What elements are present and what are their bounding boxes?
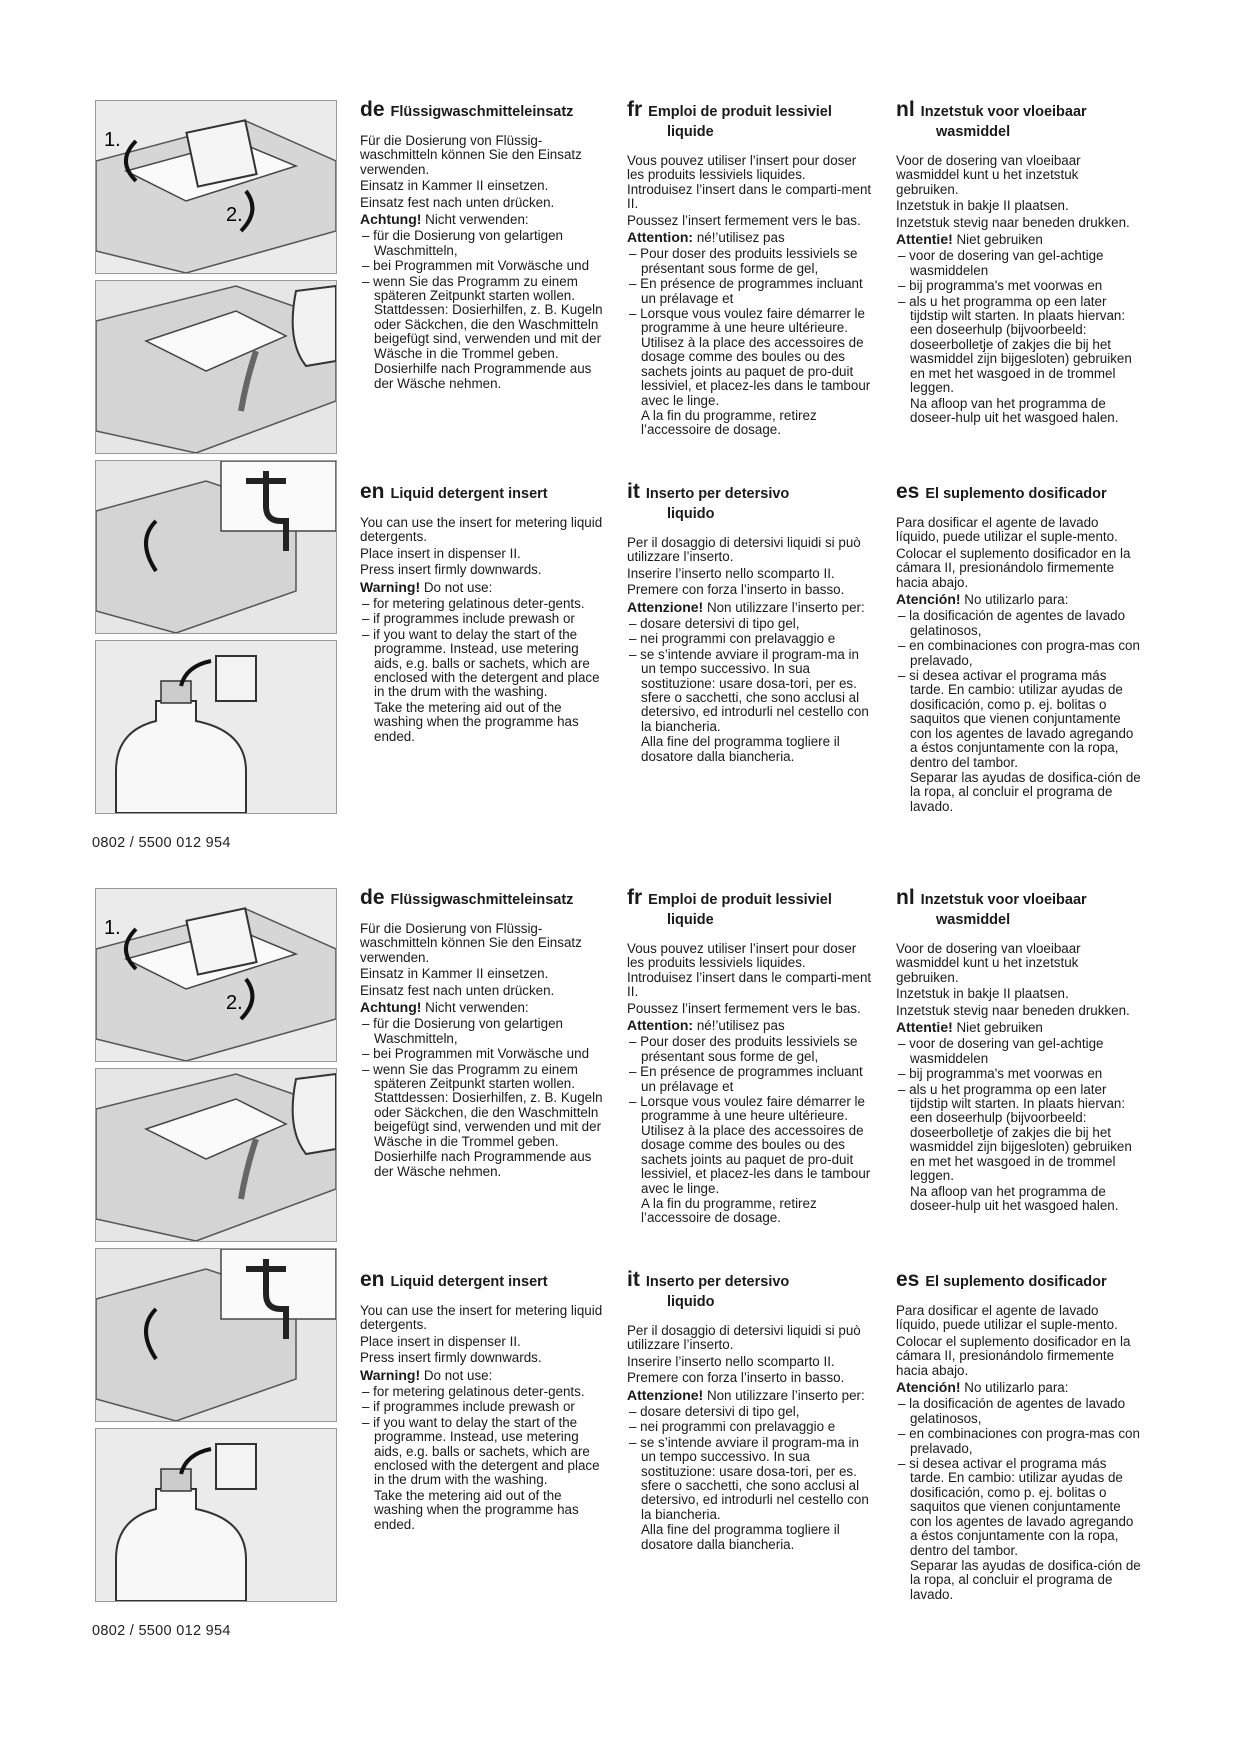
section-de [360,888,605,1180]
list-item: – nei programmi con prelavaggio e [627,632,872,646]
after-note: Dosierhilfe nach Programmende aus der Wäsche nehmen. [374,1149,592,1179]
list-item: – wenn Sie das Programm zu einem späteren Zeitpunkt starten wollen. Stattdessen: Dosierhilfen, z. B. Kugeln oder Säckchen, die den Waschmitteln beigefügt sind, verwenden und mit der Wäsche in die Trommel geben. [360,275,605,361]
para: Para dosificar el agente de lavado líquido, puede utilizar el suple-mento. [896,1303,1118,1333]
illustration-detergent-bottle [95,1428,337,1602]
para: Per il dosaggio di detersivi liquidi si può utilizzare l’inserto. [627,1323,861,1353]
para: Inzetstuk stevig naar beneden drukken. [896,1002,1130,1018]
section-nl [896,888,1141,1214]
list-item: – für die Dosierung von gelartigen Waschmitteln, [360,1017,605,1046]
warning-list [360,229,605,361]
step-1-label: 1. [104,917,121,939]
list-item: – En présence de programmes incluant un prélavage et [627,277,872,306]
warning-list [627,1405,872,1522]
after-note: Alla fine del programma togliere il dosatore dalla biancheria. [641,1522,840,1552]
warning-list [627,247,872,407]
section-de [360,100,605,392]
list-item: – Lorsque vous voulez faire démarrer le programme à une heure ultérieure. Utilisez à la place des accessoires de dosage comme des boules ou des sachets joints au paquet de pro-duit lessiviel, et placez-les dans le tambour avec le linge. [627,307,872,408]
list-item: – Lorsque vous voulez faire démarrer le programme à une heure ultérieure. Utilisez à la place des accessoires de dosage comme des boules ou des sachets joints au paquet de pro-duit lessiviel, et placez-les dans le tambour avec le linge. [627,1095,872,1196]
para: Einsatz in Kammer II einsetzen. [360,966,549,982]
section-fr [627,100,872,439]
section-es [896,1270,1141,1603]
list-item: – si desea activar el programa más tarde. En cambio: utilizar ayudas de dosificación, como p. ej. bolitas o saquitos que vienen conjuntamente con los agentes de lavado agregando a éstos conjuntamente con la ropa, dentro del tambor. [896,669,1141,770]
step-2-label: 2. [226,992,243,1014]
list-item: – en combinaciones con progra-mas con prelavado, [896,639,1141,668]
para: Colocar el suplemento dosificador en la cámara II, presionándolo firmemente hacia abajo. [896,1333,1131,1378]
section-it [627,482,872,765]
section-nl [896,100,1141,426]
para: Inzetstuk in bakje II plaatsen. [896,198,1069,214]
section-heading: en Liquid detergent insert [360,480,548,503]
list-item: – en combinaciones con progra-mas con prelavado, [896,1427,1141,1456]
after-note: Na afloop van het programma de doseer-hulp uit het wasgoed halen. [910,395,1119,425]
list-item: – dosare detersivi di tipo gel, [627,617,872,631]
para: Press insert firmly downwards. [360,562,542,578]
warning-list [627,617,872,734]
section-fr [627,888,872,1227]
para: Für die Dosierung von Flüssig-waschmitteln können Sie den Einsatz verwenden. [360,921,582,965]
list-item: – se s’intende avviare il program-ma in un tempo successivo. In sua sostituzione: usare dosa-tori, per es. sfere o sacchetti, che sono acclusi al detersivo, ed introdurli nel cestello con la biancheria. [627,648,872,734]
section-heading: fr Emploi de produit lessiviel liquide [627,886,832,928]
warning: Achtung! Nicht verwenden: [360,211,529,228]
warning-list [896,1397,1141,1557]
warning: Achtung! Nicht verwenden: [360,999,529,1016]
list-item: – for metering gelatinous deter-gents. [360,1385,605,1399]
warning: Attention: né!’utilisez pas [627,1017,785,1034]
section-it [627,1270,872,1553]
para: Inserire l’inserto nello scomparto II. [627,1353,835,1369]
after-note: Separar las ayudas de dosifica-ción de la ropa, al concluir el programa de lavado. [910,769,1141,814]
para: You can use the insert for metering liquid detergents. [360,515,603,545]
para: Place insert in dispenser II. [360,545,521,561]
list-item: – bij programma's met voorwas en [896,279,1141,293]
warning: Attenzione! Non utilizzare l’inserto per: [627,1386,865,1403]
warning-list [896,609,1141,769]
para: You can use the insert for metering liquid detergents. [360,1303,603,1333]
para: Inserire l’inserto nello scomparto II. [627,565,835,581]
list-item: – Pour doser des produits lessiviels se présentant sous forme de gel, [627,1035,872,1064]
after-note: A la fin du programme, retirez l’accessoire de dosage. [641,407,817,438]
illustration-insert-placement [95,100,337,274]
section-heading: nl Inzetstuk voor vloeibaar wasmiddel [896,98,1087,140]
para: Place insert in dispenser II. [360,1333,521,1349]
list-item: – als u het programma op een later tijdstip wilt starten. In plaats hiervan: een doseerhulp (bijvoorbeeld: doseerbolletje of zakjes die bij het wasmiddel zijn bijgesloten) gebruiken en met het wasgoed in de trommel leggen. [896,295,1141,396]
list-item: – nei programmi con prelavaggio e [627,1420,872,1434]
section-heading: de Flüssigwaschmitteleinsatz [360,98,574,121]
warning: Attenzione! Non utilizzare l’inserto per: [627,598,865,615]
section-en [360,1270,605,1533]
list-item: – für die Dosierung von gelartigen Waschmitteln, [360,229,605,258]
after-note: Take the metering aid out of the washing when the programme has ended. [374,699,579,744]
warning-list [896,1037,1141,1183]
para: Vous pouvez utiliser l’insert pour doser les produits lessiviels liquides. Introduisez l’insert dans le comparti-ment II. [627,941,872,1000]
warning: Warning! Do not use: [360,1366,493,1383]
step-2-label: 2. [226,204,243,226]
list-item: – dosare detersivi di tipo gel, [627,1405,872,1419]
para: Einsatz in Kammer II einsetzen. [360,178,549,194]
para: Poussez l’insert fermement vers le bas. [627,1000,861,1016]
warning-list [627,1035,872,1195]
step-1-label: 1. [104,129,121,151]
para: Einsatz fest nach unten drücken. [360,194,555,210]
list-item: – if you want to delay the start of the programme. Instead, use metering aids, e.g. balls or sachets, which are enclosed with the detergent and place in the drum with the washing. [360,1416,605,1488]
para: Vous pouvez utiliser l’insert pour doser les produits lessiviels liquides. Introduisez l’insert dans le comparti-ment II. [627,153,872,212]
para: Press insert firmly downwards. [360,1350,542,1366]
warning-list [360,1017,605,1149]
section-heading: it Inserto per detersivo liquido [627,1268,790,1310]
page-bottom-half [0,888,1241,1678]
warning-list [896,249,1141,395]
list-item: – for metering gelatinous deter-gents. [360,597,605,611]
list-item: – voor de dosering van gel-achtige wasmiddelen [896,1037,1141,1066]
section-heading: en Liquid detergent insert [360,1268,548,1291]
after-note: Separar las ayudas de dosifica-ción de la ropa, al concluir el programa de lavado. [910,1557,1141,1602]
section-heading: fr Emploi de produit lessiviel liquide [627,98,832,140]
list-item: – voor de dosering van gel-achtige wasmiddelen [896,249,1141,278]
list-item: – bij programma's met voorwas en [896,1067,1141,1081]
warning: Atención! No utilizarlo para: [896,591,1069,608]
warning: Attentie! Niet gebruiken [896,231,1043,248]
para: Voor de dosering van vloeibaar wasmiddel kunt u het inzetstuk gebruiken. [896,941,1081,985]
list-item: – bei Programmen mit Vorwäsche und [360,1047,605,1061]
para: Per il dosaggio di detersivi liquidi si può utilizzare l’inserto. [627,535,861,565]
para: Für die Dosierung von Flüssig-waschmitteln können Sie den Einsatz verwenden. [360,133,582,177]
page-top-half [0,100,1241,890]
list-item: – if programmes include prewash or [360,1400,605,1414]
document-code: 0802 / 5500 012 954 [92,835,231,851]
para: Premere con forza l’inserto in basso. [627,1370,845,1386]
list-item: – if programmes include prewash or [360,612,605,626]
list-item: – wenn Sie das Programm zu einem späteren Zeitpunkt starten wollen. Stattdessen: Dosierhilfen, z. B. Kugeln oder Säckchen, die den Waschmitteln beigefügt sind, verwenden und mit der Wäsche in die Trommel geben. [360,1063,605,1149]
list-item: – Pour doser des produits lessiviels se présentant sous forme de gel, [627,247,872,276]
section-heading: nl Inzetstuk voor vloeibaar wasmiddel [896,886,1087,928]
warning: Warning! Do not use: [360,578,493,595]
para: Colocar el suplemento dosificador en la cámara II, presionándolo firmemente hacia abajo. [896,545,1131,590]
after-note: Alla fine del programma togliere il dosatore dalla biancheria. [641,734,840,764]
illustration-detergent-bottle [95,640,337,814]
list-item: – if you want to delay the start of the programme. Instead, use metering aids, e.g. balls or sachets, which are enclosed with the detergent and place in the drum with the washing. [360,628,605,700]
after-note: Dosierhilfe nach Programmende aus der Wäsche nehmen. [374,361,592,391]
para: Para dosificar el agente de lavado líquido, puede utilizar el suple-mento. [896,515,1118,545]
list-item: – als u het programma op een later tijdstip wilt starten. In plaats hiervan: een doseerhulp (bijvoorbeeld: doseerbolletje of zakjes die bij het wasmiddel zijn bijgesloten) gebruiken en met het wasgoed in de trommel leggen. [896,1083,1141,1184]
section-heading: it Inserto per detersivo liquido [627,480,790,522]
para: Voor de dosering van vloeibaar wasmiddel kunt u het inzetstuk gebruiken. [896,153,1081,197]
list-item: – la dosificación de agentes de lavado gelatinosos, [896,1397,1141,1426]
after-note: Na afloop van het programma de doseer-hulp uit het wasgoed halen. [910,1183,1119,1213]
section-en [360,482,605,745]
section-heading: de Flüssigwaschmitteleinsatz [360,886,574,909]
illustration-rinse-tap [95,1248,337,1422]
list-item: – En présence de programmes incluant un prélavage et [627,1065,872,1094]
list-item: – si desea activar el programa más tarde. En cambio: utilizar ayudas de dosificación, como p. ej. bolitas o saquitos que vienen conjuntamente con los agentes de lavado agregando a éstos conjuntamente con la ropa, dentro del tambor. [896,1457,1141,1558]
illustration-insert-placement [95,888,337,1062]
para: Inzetstuk stevig naar beneden drukken. [896,214,1130,230]
document-code: 0802 / 5500 012 954 [92,1623,231,1639]
para: Poussez l’insert fermement vers le bas. [627,212,861,228]
after-note: A la fin du programme, retirez l’accessoire de dosage. [641,1195,817,1226]
list-item: – la dosificación de agentes de lavado gelatinosos, [896,609,1141,638]
illustration-pour-detergent [95,1068,337,1242]
warning-list [360,597,605,700]
warning: Attentie! Niet gebruiken [896,1019,1043,1036]
list-item: – bei Programmen mit Vorwäsche und [360,259,605,273]
after-note: Take the metering aid out of the washing when the programme has ended. [374,1487,579,1532]
section-heading: es El suplemento dosificador [896,1268,1107,1291]
warning-list [360,1385,605,1488]
para: Premere con forza l’inserto in basso. [627,582,845,598]
warning: Attention: né!’utilisez pas [627,229,785,246]
illustration-rinse-tap [95,460,337,634]
list-item: – se s’intende avviare il program-ma in un tempo successivo. In sua sostituzione: usare dosa-tori, per es. sfere o sacchetti, che sono acclusi al detersivo, ed introdurli nel cestello con la biancheria. [627,1436,872,1522]
para: Inzetstuk in bakje II plaatsen. [896,986,1069,1002]
para: Einsatz fest nach unten drücken. [360,982,555,998]
illustration-pour-detergent [95,280,337,454]
section-heading: es El suplemento dosificador [896,480,1107,503]
section-es [896,482,1141,815]
warning: Atención! No utilizarlo para: [896,1379,1069,1396]
